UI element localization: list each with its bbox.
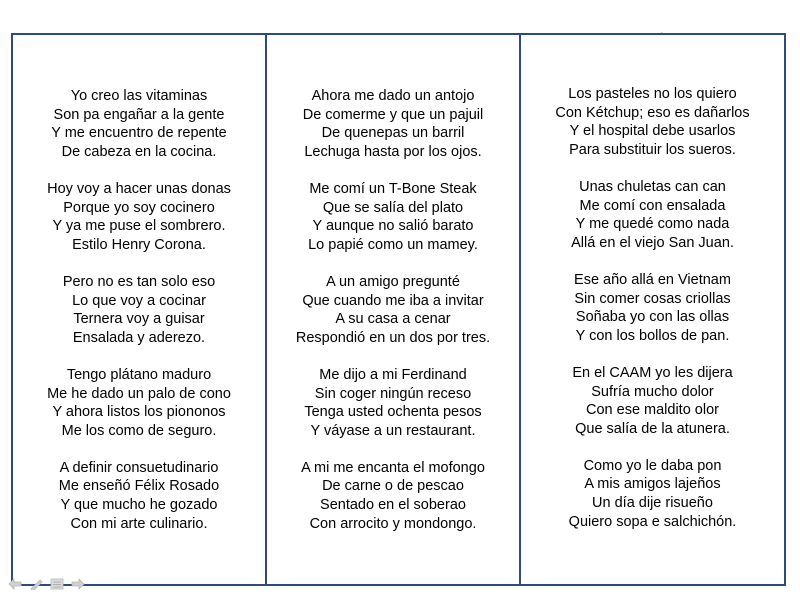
- poem-line: Con mi arte culinario.: [70, 515, 208, 532]
- poem-line: Y ya me puse el sombrero.: [52, 218, 226, 235]
- poem-line: A un amigo pregunté: [326, 273, 460, 290]
- stray-dot: .: [660, 23, 664, 37]
- poem-line: De comerme y que un pajuil: [302, 106, 484, 123]
- poem-line: Sentado en el soberao: [320, 497, 466, 514]
- poem-line: Que se salía del plato: [322, 199, 464, 216]
- poem-line: Sufría mucho dolor: [591, 383, 714, 400]
- poem-line: Me comí con ensalada: [579, 197, 726, 214]
- poem-line: Y el hospital debe usarlos: [569, 123, 736, 140]
- poem-line: Porque yo soy cocinero: [63, 199, 215, 216]
- poem-line: Y me quedé como nada: [575, 216, 730, 233]
- poem-line: Me he dado un palo de cono: [47, 385, 231, 402]
- stanza: [267, 87, 519, 161]
- stanza: [13, 180, 265, 254]
- poem-line: A mis amigos lajeños: [584, 476, 721, 493]
- stanza: [521, 457, 784, 531]
- stanza: [267, 180, 519, 254]
- poem-line: Estilo Henry Corona.: [72, 236, 206, 253]
- stanza: [521, 178, 784, 252]
- poem-table: [11, 33, 786, 586]
- poem-line: Tenga usted ochenta pesos: [304, 404, 482, 421]
- poem-line: Lechuga hasta por los ojos.: [304, 143, 482, 160]
- stanza: [13, 459, 265, 533]
- poem-line: Me comí un T-Bone Steak: [309, 180, 477, 197]
- poem-line: Con Kétchup; eso es dañarlos: [555, 104, 750, 121]
- poem-column-2: [267, 35, 521, 584]
- poem-line: Ahora me dado un antojo: [311, 88, 475, 104]
- pen-icon[interactable]: [29, 578, 43, 590]
- stanza: [13, 273, 265, 347]
- poem-line: Yo creo las vitaminas: [70, 88, 208, 104]
- menu-icon[interactable]: [50, 578, 64, 590]
- stanza: [521, 271, 784, 345]
- poem-line: Hoy voy a hacer unas donas: [47, 180, 231, 197]
- poem-line: Con ese maldito olor: [586, 402, 719, 419]
- poem-line: Y aunque no salió barato: [312, 218, 474, 235]
- poem-line: Pero no es tan solo eso: [62, 273, 216, 290]
- arrow-left-icon[interactable]: [8, 578, 22, 590]
- poem-line: Lo que voy a cocinar: [72, 292, 206, 309]
- poem-line: Un día dije risueño: [592, 495, 713, 512]
- poem-line: Y que mucho he gozado: [60, 497, 218, 514]
- poem-line: Me los como de seguro.: [61, 422, 217, 439]
- slideshow-nav: [8, 578, 85, 590]
- stanza: [13, 87, 265, 161]
- poem-line: Y váyase a un restaurant.: [310, 422, 476, 439]
- stanza: [267, 273, 519, 347]
- poem-line: Soñaba yo con las ollas: [575, 309, 730, 326]
- poem-column-1: [13, 35, 267, 584]
- poem-line: Sin coger ningún receso: [314, 385, 472, 402]
- poem-line: A su casa a cenar: [335, 311, 451, 328]
- poem-line: Me dijo a mi Ferdinand: [319, 366, 467, 383]
- poem-column-3: [521, 35, 784, 584]
- poem-line: Como yo le daba pon: [583, 457, 722, 474]
- stanza: [13, 366, 265, 440]
- poem-line: Respondió en un dos por tres.: [295, 329, 491, 346]
- poem-line: Allá en el viejo San Juan.: [571, 234, 734, 251]
- poem-line: Lo papié como un mamey.: [308, 236, 478, 253]
- stanza: [521, 85, 784, 159]
- stanza: [267, 459, 519, 533]
- poem-line: Ese año allá en Vietnam: [574, 271, 731, 288]
- poem-line: Y me encuentro de repente: [51, 125, 227, 142]
- poem-line: Sin comer cosas criollas: [574, 290, 731, 307]
- arrow-right-icon[interactable]: [71, 578, 85, 590]
- poem-line: Los pasteles no los quiero: [568, 86, 737, 102]
- poem-line: Unas chuletas can can: [579, 178, 726, 195]
- poem-line: A mi me encanta el mofongo: [301, 459, 485, 476]
- poem-line: Y con los bollos de pan.: [575, 327, 730, 344]
- poem-line: Ternera voy a guisar: [73, 311, 205, 328]
- poem-line: Tengo plátano maduro: [66, 366, 212, 383]
- poem-line: Para substituir los sueros.: [569, 141, 736, 158]
- poem-line: A definir consuetudinario: [59, 459, 219, 476]
- poem-line: De cabeza en la cocina.: [61, 143, 217, 160]
- poem-line: Que salía de la atunera.: [575, 420, 730, 437]
- poem-line: De quenepas un barril: [321, 125, 465, 142]
- poem-line: En el CAAM yo les dijera: [572, 364, 733, 381]
- poem-line: Me enseñó Félix Rosado: [58, 478, 220, 495]
- poem-line: Que cuando me iba a invitar: [302, 292, 484, 309]
- poem-line: Y ahora listos los piononos: [52, 404, 226, 421]
- stanza: [521, 364, 784, 438]
- poem-line: Son pa engañar a la gente: [53, 106, 225, 123]
- stanza: [267, 366, 519, 440]
- poem-line: Con arrocito y mondongo.: [309, 515, 477, 532]
- poem-line: Quiero sopa e salchichón.: [568, 513, 737, 530]
- poem-line: De carne o de pescao: [322, 478, 464, 495]
- poem-line: Ensalada y aderezo.: [72, 329, 206, 346]
